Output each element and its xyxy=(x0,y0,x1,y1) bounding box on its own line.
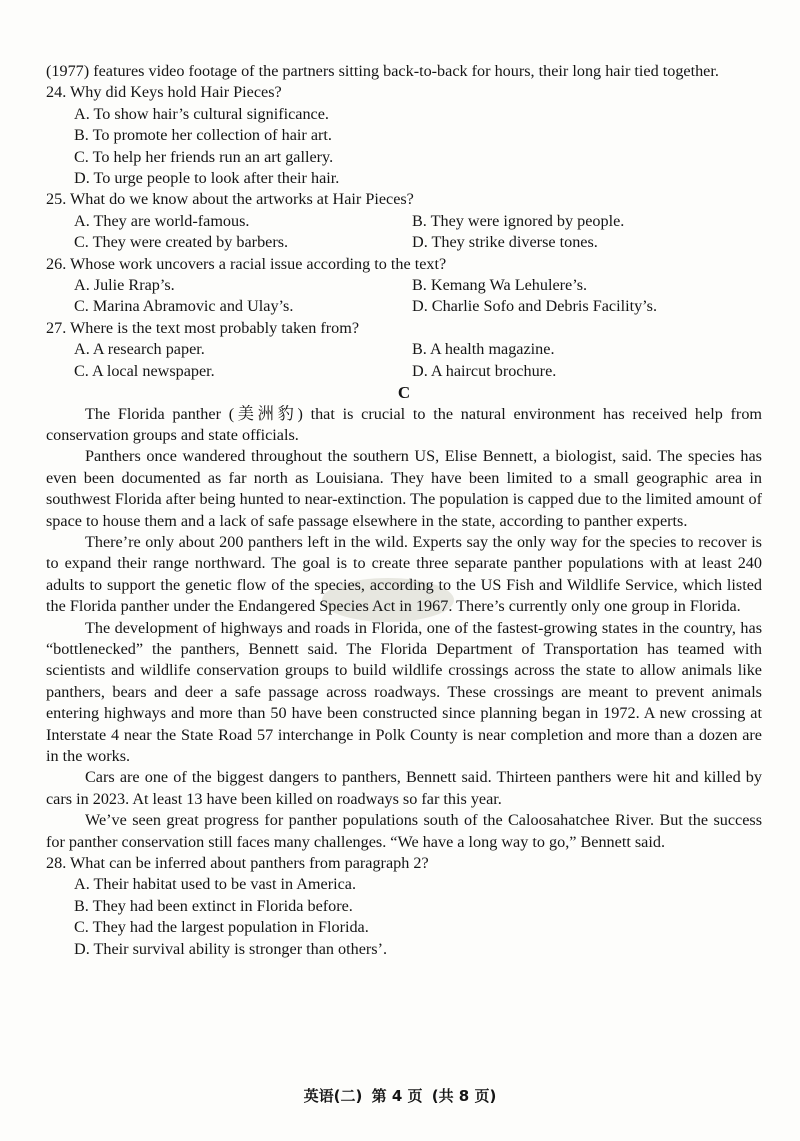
passage-paragraph: Cars are one of the biggest dangers to panthers, Bennett said. Thirteen panthers were hit and killed by cars in 2023. At least 13 have been killed on roadways so far this year. xyxy=(46,768,762,808)
option-d: D. A haircut brochure. xyxy=(412,361,557,380)
passage-paragraph: The Florida panther (美洲豹) that is crucial to the natural environment has received help from conservation groups and state officials. xyxy=(46,404,762,444)
option-b: B. To promote her collection of hair art. xyxy=(74,126,332,145)
option-c: C. A local newspaper. xyxy=(74,361,215,380)
option-a: A. Their habitat used to be vast in America. xyxy=(74,875,357,894)
section-title: C xyxy=(397,383,411,403)
previous-passage-ending: (1977) features video footage of the partners sitting back-to-back for hours, their long hair tied together. xyxy=(46,62,719,80)
option-b: B. They were ignored by people. xyxy=(412,211,625,230)
page-footer xyxy=(0,1086,800,1107)
option-b: B. Kemang Wa Lehulere’s. xyxy=(412,276,588,295)
footer-subject: 英语(二) xyxy=(303,1087,363,1105)
option-d: D. Charlie Sofo and Debris Facility’s. xyxy=(412,297,658,316)
question-stem: 28. What can be inferred about panthers from paragraph 2? xyxy=(46,854,429,873)
question-25 xyxy=(46,189,762,253)
page-content xyxy=(46,61,762,960)
question-27 xyxy=(46,318,762,382)
option-b: B. A health magazine. xyxy=(412,340,555,359)
options-row xyxy=(46,339,762,360)
option-a: A. To show hair’s cultural significance. xyxy=(74,104,329,123)
question-stem: 24. Why did Keys hold Hair Pieces? xyxy=(46,83,282,102)
question-stem: 27. Where is the text most probably taken from? xyxy=(46,318,360,337)
option-c: C. To help her friends run an art gallery. xyxy=(74,147,334,166)
option-a: A. A research paper. xyxy=(74,340,205,359)
options-row xyxy=(46,361,762,382)
options-row xyxy=(46,232,762,253)
question-26 xyxy=(46,254,762,318)
question-24 xyxy=(46,82,762,189)
option-a: A. Julie Rrap’s. xyxy=(74,276,175,295)
passage-paragraph: There’re only about 200 panthers left in the wild. Experts say the only way for the species to recover is to expand their range northward. The goal is to create three separate panther populations with at least 240 adults to support the genetic flow of the species, according to the US Fish and Wildlife Service, which listed the Florida panther under the Endangered Species Act in 1967. There’s currently only one group in Florida. xyxy=(46,532,762,616)
option-c: C. They were created by barbers. xyxy=(74,233,289,252)
option-a: A. They are world-famous. xyxy=(74,211,250,230)
option-b: B. They had been extinct in Florida before. xyxy=(74,896,353,915)
option-c: C. They had the largest population in Florida. xyxy=(74,918,369,937)
question-28 xyxy=(46,853,762,960)
passage-paragraph: The development of highways and roads in Florida, one of the fastest-growing states in the country, has “bottlenecked” the panthers, Bennett said. The Florida Department of Transportation has teamed with scientists and wildlife conservation groups to build wildlife crossings across the state to allow animals like panthers, bears and deer a safe passage across roadways. These crossings are meant to prevent animals entering highways and more than 50 have been constructed since planning began in 1972. A new crossing at Interstate 4 near the State Road 57 interchange in Polk County is near completion and more than a dozen are in the works. xyxy=(46,618,762,765)
question-stem: 26. Whose work uncovers a racial issue according to the text? xyxy=(46,254,447,273)
options-row xyxy=(46,211,762,232)
options-row xyxy=(46,296,762,317)
question-stem: 25. What do we know about the artworks at Hair Pieces? xyxy=(46,190,414,209)
option-d: D. Their survival ability is stronger than others’. xyxy=(74,939,388,958)
option-d: D. They strike diverse tones. xyxy=(412,233,598,252)
passage-c xyxy=(46,404,762,854)
footer-page-total: (共 8 页) xyxy=(431,1087,497,1105)
passage-paragraph: Panthers once wandered throughout the southern US, Elise Bennett, a biologist, said. The species has even been documented as far north as Louisiana. They have been limited to a small geographic area in southwest Florida after being hunted to near-extinction. The population is capped due to the limited amount of space to house them and a lack of safe passage elsewhere in the state, according to panther experts. xyxy=(46,447,762,530)
options-row xyxy=(46,275,762,296)
passage-paragraph: We’ve seen great progress for panther populations south of the Caloosahatchee River. But the success for panther conservation still faces many challenges. “We have a long way to go,” Bennett said. xyxy=(46,811,762,851)
option-c: C. Marina Abramovic and Ulay’s. xyxy=(74,297,294,316)
footer-page-number: 第 4 页 xyxy=(371,1087,423,1105)
option-d: D. To urge people to look after their hair. xyxy=(74,169,340,188)
